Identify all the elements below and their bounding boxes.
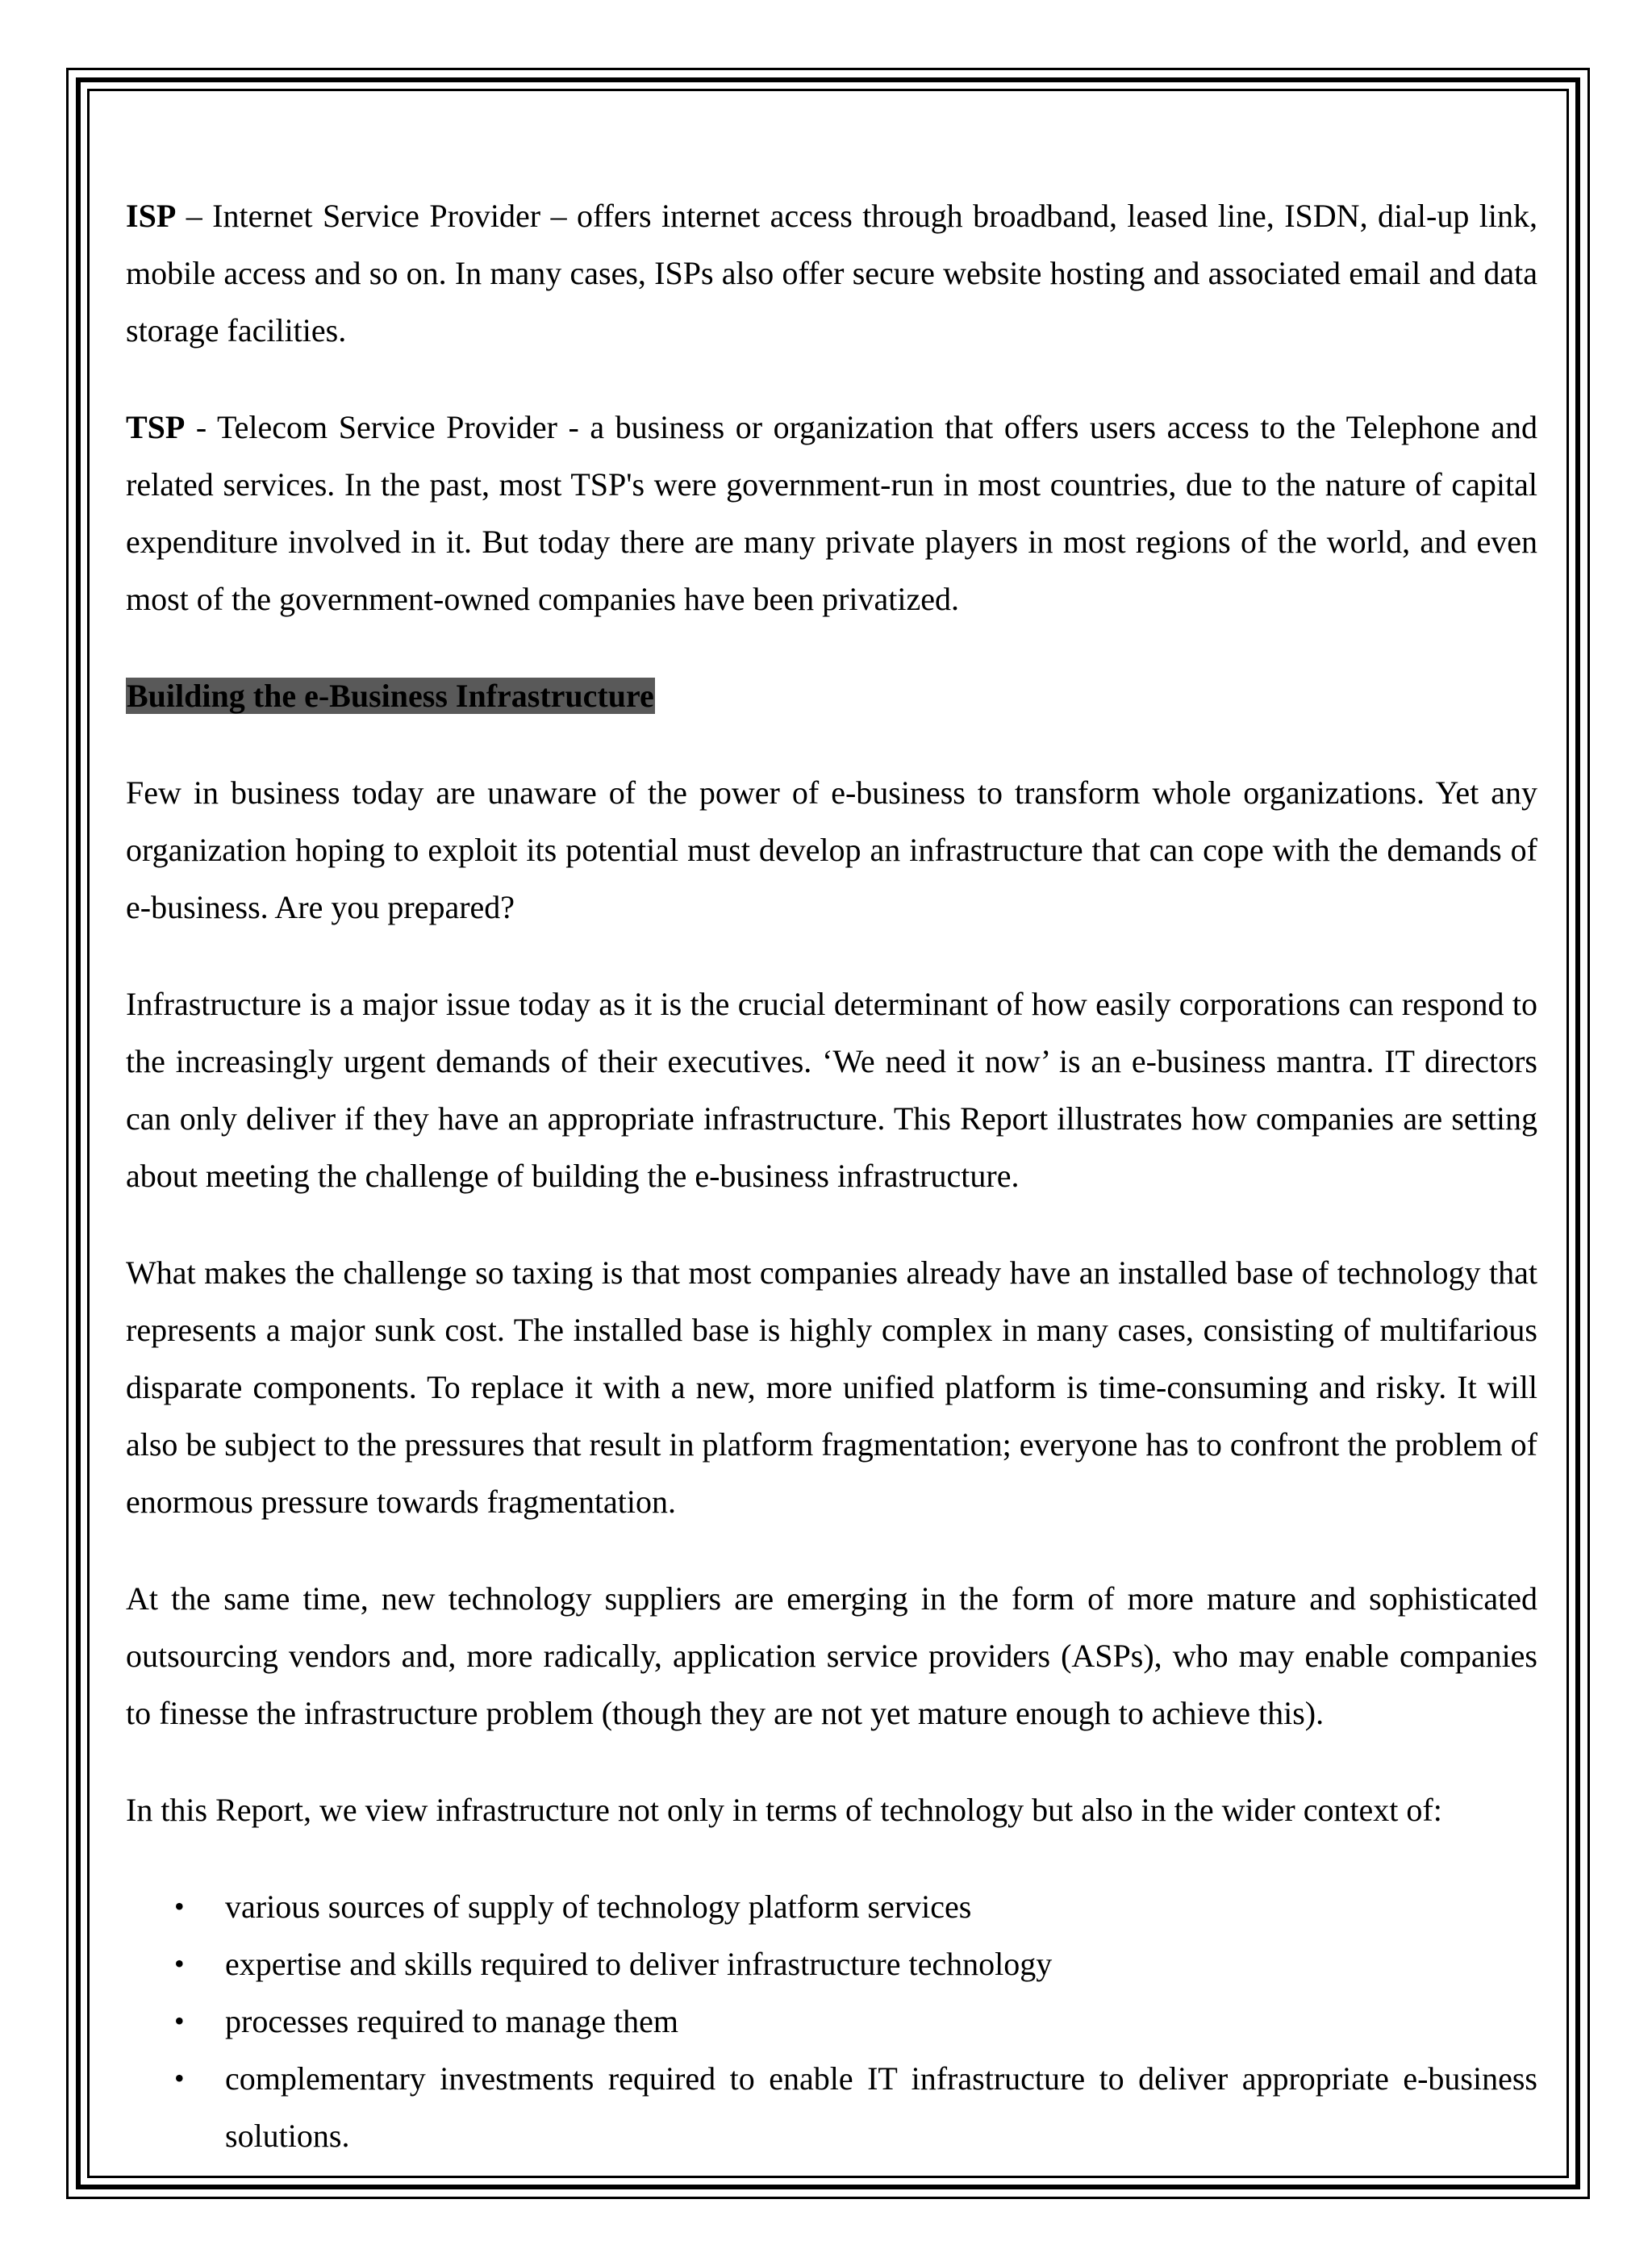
list-item-text: various sources of supply of technology platform services bbox=[225, 1888, 972, 1925]
list-item-text: processes required to manage them bbox=[225, 2003, 679, 2039]
bullet-icon: • bbox=[174, 1890, 185, 1922]
bullet-icon: • bbox=[174, 2005, 185, 2037]
isp-definition bbox=[126, 187, 1537, 359]
list-item bbox=[126, 1935, 1537, 1993]
isp-text: – Internet Service Provider – offers internet access through broadband, leased line, ISDN, dial-up link, mobile access and so on. In many cases, ISPs also offer secure website hosting and associated email and data storage facilities. bbox=[126, 198, 1537, 348]
body-paragraph: What makes the challenge so taxing is that most companies already have an installed base of technology that represents a major sunk cost. The installed base is highly complex in many cases, consisting of multifarious disparate components. To replace it with a new, more unified platform is time-consuming and risky. It will also be subject to the pressures that result in platform fragmentation; everyone has to confront the problem of enormous pressure towards fragmentation. bbox=[126, 1254, 1537, 1520]
tsp-text: - Telecom Service Provider - a business or organization that offers users access to the Telephone and related services. In the past, most TSP's were government-run in most countries, due to the nature of capital expenditure involved in it. But today there are many private players in most regions of the world, and even most of the government-owned companies have been privatized. bbox=[126, 409, 1537, 617]
section-heading bbox=[126, 667, 1537, 724]
list-item bbox=[126, 1878, 1537, 1935]
list-item bbox=[126, 2050, 1537, 2164]
section-heading-text: Building the e-Business Infrastructure bbox=[127, 678, 654, 714]
list-item-text: expertise and skills required to deliver infrastructure technology bbox=[225, 1946, 1053, 1982]
isp-term: ISP bbox=[126, 198, 177, 234]
tsp-term: TSP bbox=[126, 409, 186, 445]
bullet-icon: • bbox=[174, 2062, 185, 2094]
list-item bbox=[126, 1993, 1537, 2050]
body-paragraph: In this Report, we view infrastructure not only in terms of technology but also in the wider context of: bbox=[126, 1792, 1442, 1828]
tsp-definition bbox=[126, 399, 1537, 628]
bullet-icon: • bbox=[174, 1947, 185, 1980]
document-body bbox=[126, 187, 1537, 2164]
body-paragraph: At the same time, new technology suppliers are emerging in the form of more mature and sophisticated outsourcing vendors and, more radically, application service providers (ASPs), who may enable companies to finesse the infrastructure problem (though they are not yet mature enough to achieve this). bbox=[126, 1580, 1537, 1731]
list-item-text: complementary investments required to enable IT infrastructure to deliver appropriate e-business solutions. bbox=[225, 2060, 1537, 2154]
body-paragraph: Few in business today are unaware of the power of e-business to transform whole organizations. Yet any organization hoping to exploit its potential must develop an infrastructure that can cope with the demands of e-business. Are you prepared? bbox=[126, 774, 1537, 925]
bullet-list bbox=[126, 1878, 1537, 2164]
body-paragraph: Infrastructure is a major issue today as it is the crucial determinant of how easily corporations can respond to the increasingly urgent demands of their executives. ‘We need it now’ is an e-business mantra. IT directors can only deliver if they have an appropriate infrastructure. This Report illustrates how companies are setting about meeting the challenge of building the e-business infrastructure. bbox=[126, 986, 1537, 1194]
